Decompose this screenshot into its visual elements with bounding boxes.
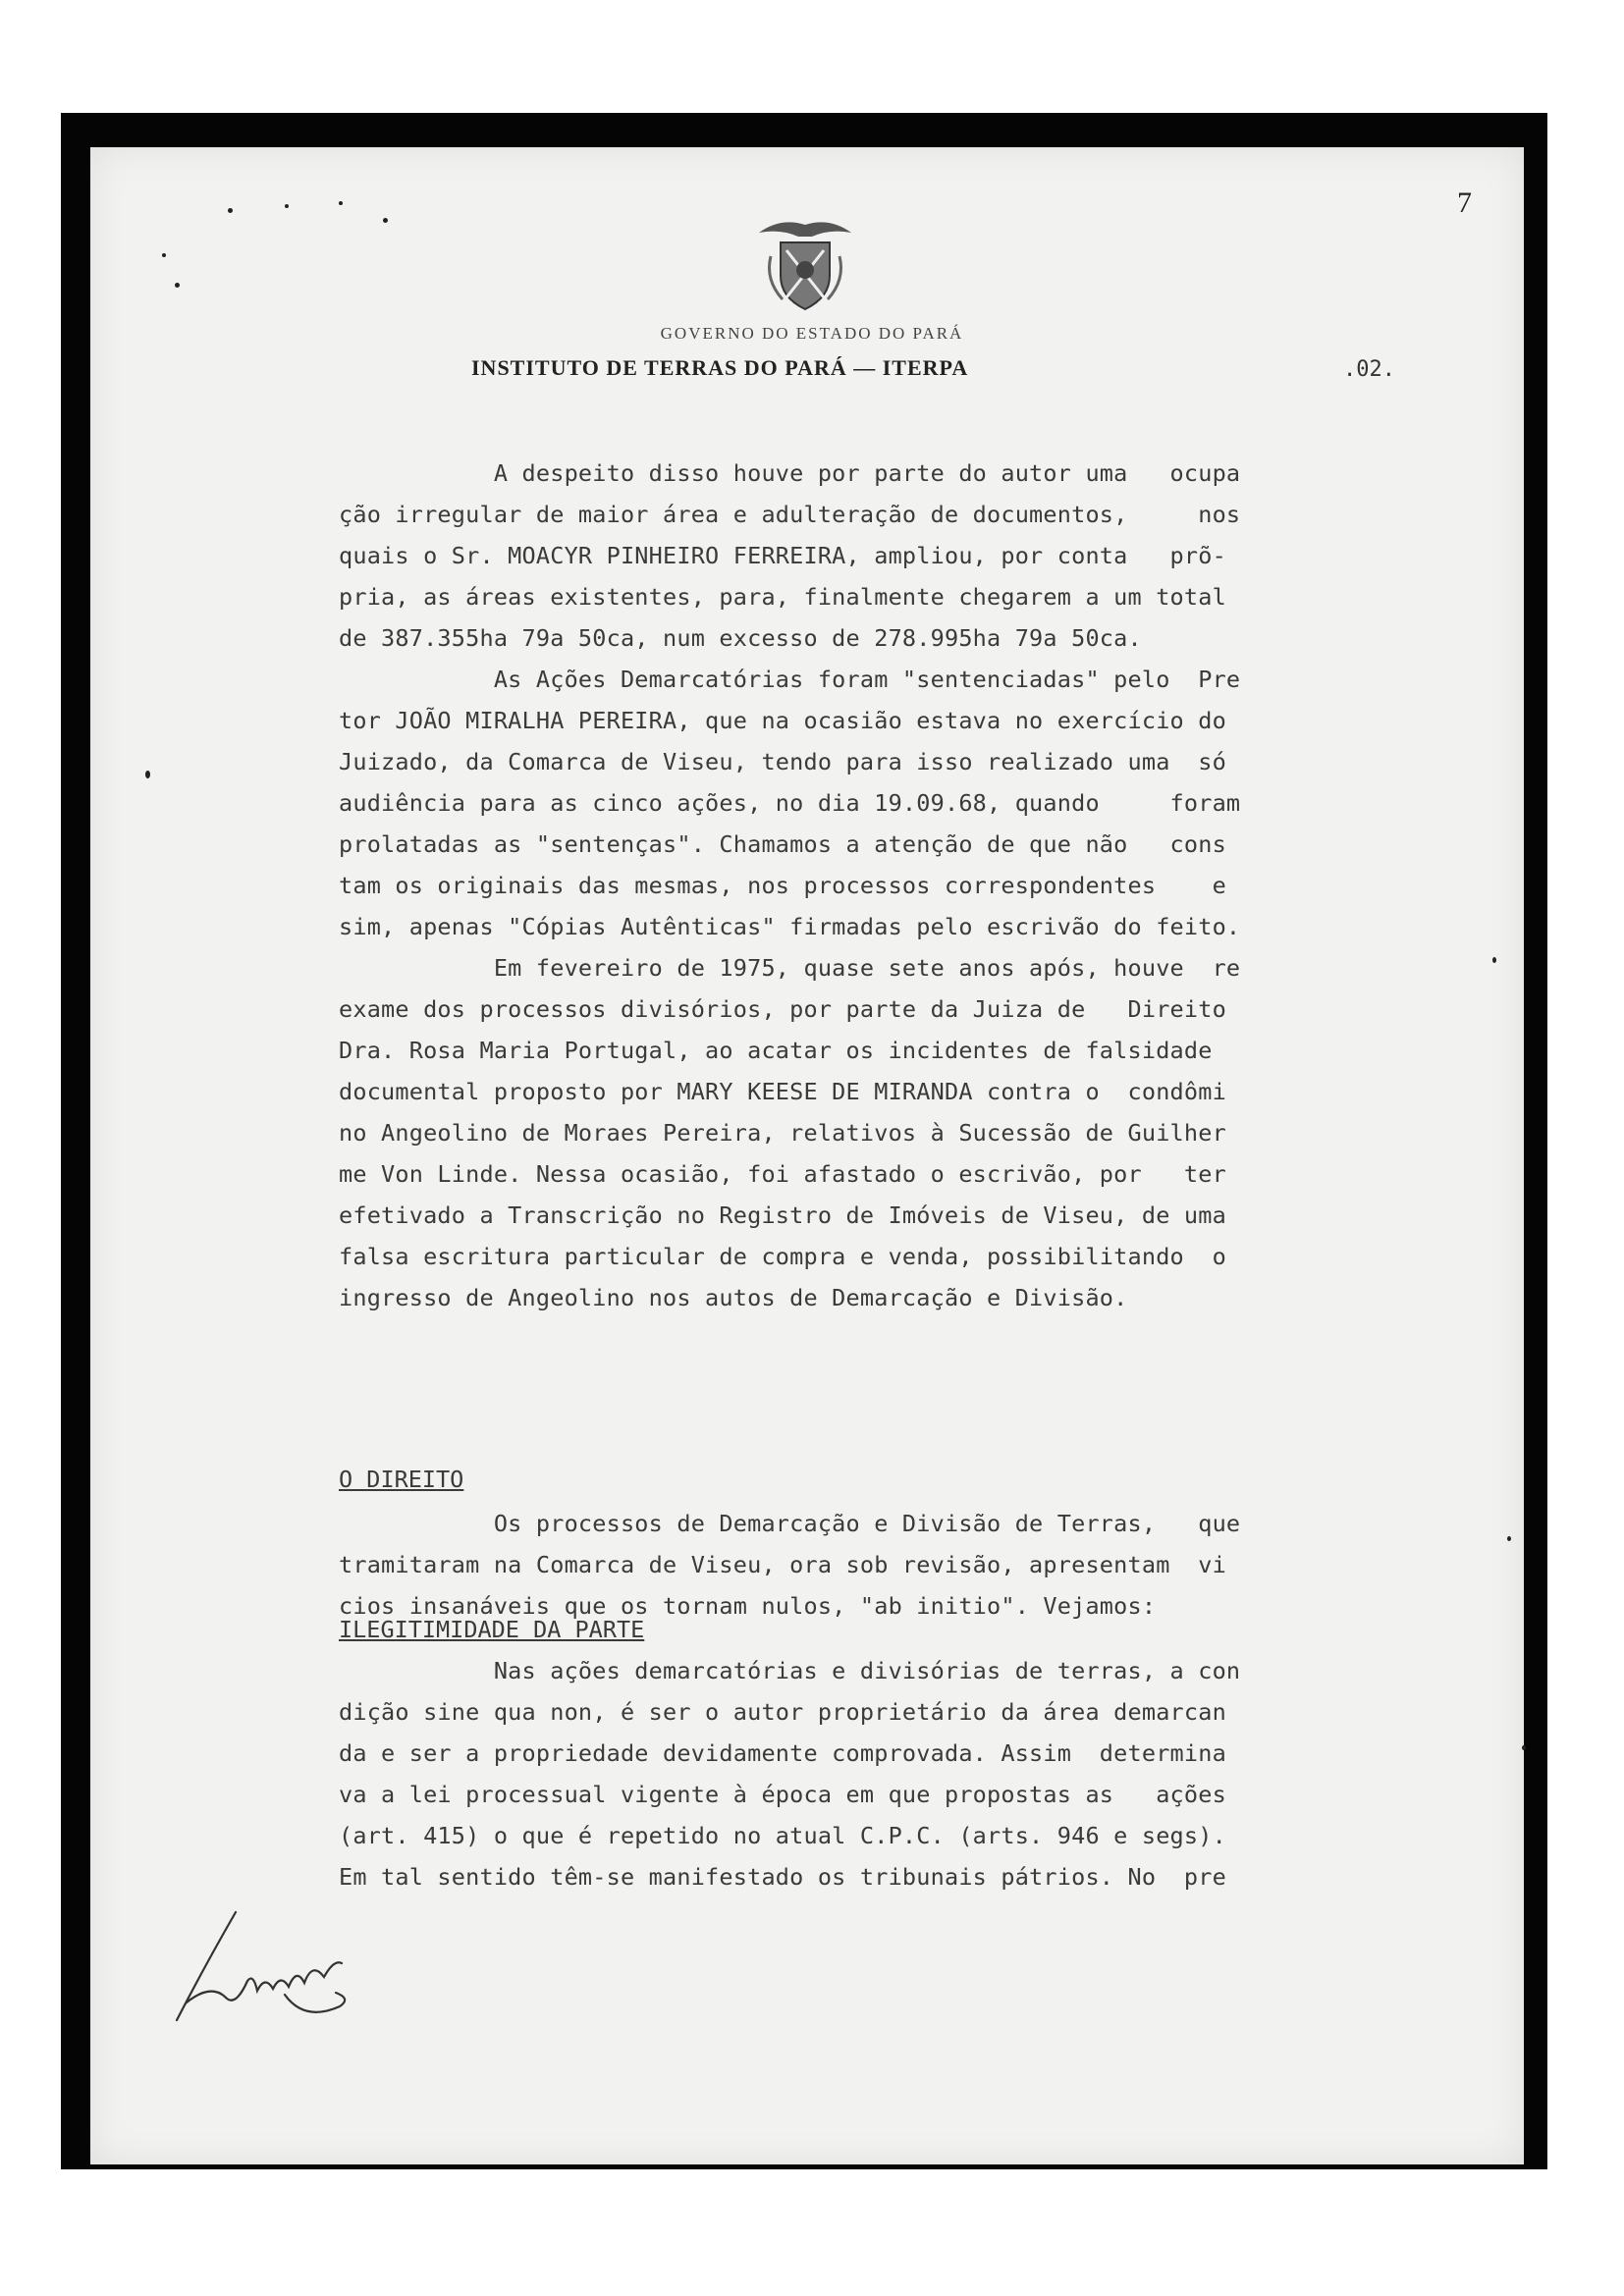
body-line: Nas ações demarcatórias e divisórias de terras, a con — [339, 1657, 1241, 1684]
body-line: audiência para as cinco ações, no dia 19.09.68, quando foram — [339, 789, 1241, 817]
coat-of-arms-icon — [751, 211, 859, 319]
body-line: sim, apenas "Cópias Autênticas" firmadas pelo escrivão do feito. — [339, 913, 1241, 940]
body-line: documental proposto por MARY KEESE DE MIRANDA contra o condômi — [339, 1078, 1226, 1105]
body-line: Em tal sentido têm-se manifestado os tribunais pátrios. No pre — [339, 1863, 1226, 1891]
body-line: Juizado, da Comarca de Viseu, tendo para isso realizado uma só — [339, 748, 1226, 775]
section-heading-ilegitimidade-da-parte: ILEGITIMIDADE DA PARTE — [339, 1616, 645, 1643]
section-heading-o-direito: O DIREITO — [339, 1466, 464, 1493]
body-line: Os processos de Demarcação e Divisão de Terras, que — [339, 1510, 1241, 1537]
body-line: dição sine qua non, é ser o autor proprietário da área demarcan — [339, 1698, 1226, 1726]
body-line: Em fevereiro de 1975, quase sete anos após, houve re — [339, 954, 1241, 982]
body-line: exame dos processos divisórios, por parte da Juiza de Direito — [339, 995, 1226, 1023]
government-header: GOVERNO DO ESTADO DO PARÁ — [660, 324, 964, 343]
body-line: tor JOÃO MIRALHA PEREIRA, que na ocasião estava no exercício do — [339, 707, 1226, 734]
body-line: As Ações Demarcatórias foram "sentenciadas" pelo Pre — [339, 666, 1241, 693]
page-number: .02. — [1343, 357, 1395, 382]
body-line: tramitaram na Comarca de Viseu, ora sob revisão, apresentam vi — [339, 1551, 1226, 1578]
body-line: da e ser a propriedade devidamente comprovada. Assim determina — [339, 1739, 1226, 1767]
body-line: pria, as áreas existentes, para, finalmente chegarem a um total — [339, 583, 1226, 611]
body-line: (art. 415) o que é repetido no atual C.P.C. (arts. 946 e segs). — [339, 1822, 1226, 1849]
body-line: ção irregular de maior área e adulteração de documentos, nos — [339, 501, 1241, 528]
body-line: tam os originais das mesmas, nos processos correspondentes e — [339, 872, 1226, 899]
body-line: A despeito disso houve por parte do autor uma ocupa — [339, 459, 1241, 487]
body-line: de 387.355ha 79a 50ca, num excesso de 278.995ha 79a 50ca. — [339, 624, 1142, 652]
body-line: quais o Sr. MOACYR PINHEIRO FERREIRA, ampliou, por conta prõ- — [339, 542, 1226, 569]
body-line: va a lei processual vigente à época em que propostas as ações — [339, 1781, 1226, 1808]
corner-page-number: 7 — [1457, 187, 1472, 219]
body-line: falsa escritura particular de compra e venda, possibilitando o — [339, 1243, 1226, 1270]
body-line: me Von Linde. Nessa ocasião, foi afastado o escrivão, por ter — [339, 1160, 1226, 1188]
document-page — [90, 147, 1524, 2164]
body-line: Dra. Rosa Maria Portugal, ao acatar os incidentes de falsidade — [339, 1037, 1213, 1064]
body-line: efetivado a Transcrição no Registro de Imóveis de Viseu, de uma — [339, 1201, 1226, 1229]
institute-header: INSTITUTO DE TERRAS DO PARÁ — ITERPA — [471, 355, 969, 380]
handwritten-signature — [167, 1904, 373, 2032]
body-line: no Angeolino de Moraes Pereira, relativos à Sucessão de Guilher — [339, 1119, 1226, 1147]
body-line: ingresso de Angeolino nos autos de Demarcação e Divisão. — [339, 1284, 1128, 1311]
body-line: cios insanáveis que os tornam nulos, "ab initio". Vejamos: — [339, 1592, 1157, 1620]
body-line: prolatadas as "sentenças". Chamamos a atenção de que não cons — [339, 830, 1226, 858]
